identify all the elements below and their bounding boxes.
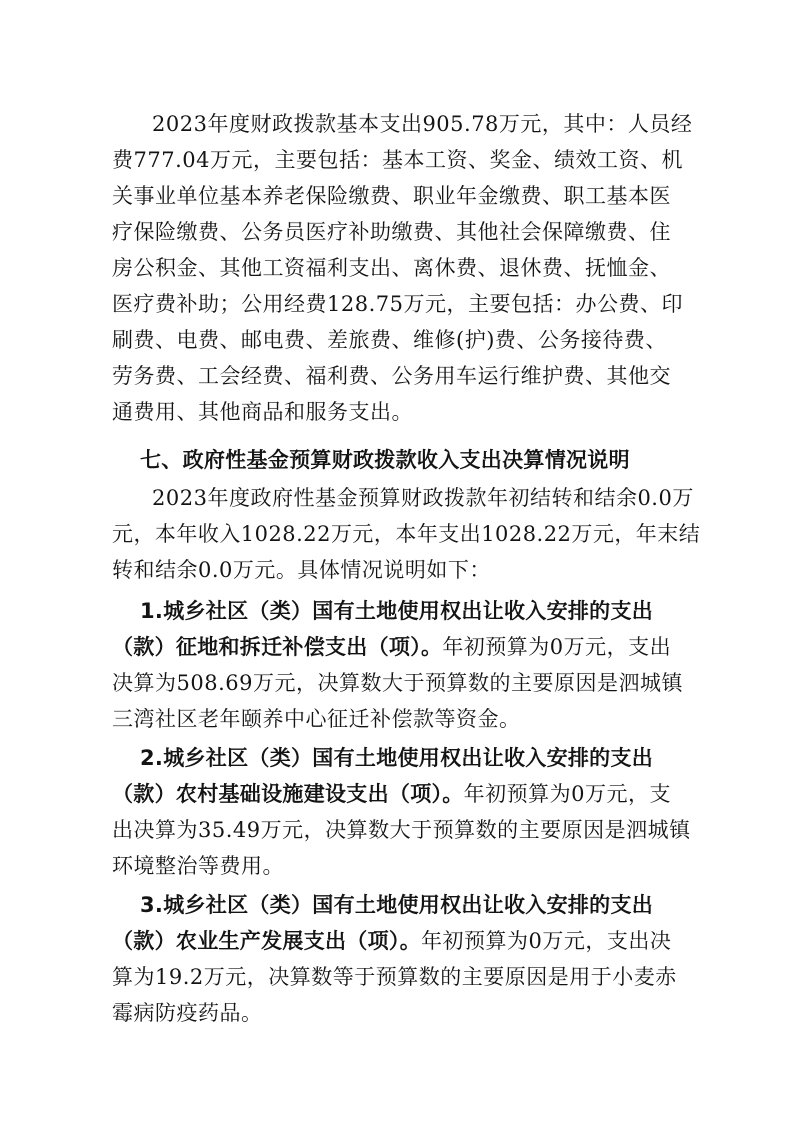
item-title: 3.城乡社区（类）国有土地使用权出让收入安排的支出 (140, 893, 654, 917)
section-heading: 七、政府性基金预算财政拨款收入支出决算情况说明 (140, 448, 630, 472)
item-text: 年初预算为0万元，支出 (442, 635, 672, 659)
item-text: 年初预算为0万元，支出决 (421, 929, 672, 953)
item-body-line: 决算为508.69万元，决算数大于预算数的主要原因是泗城镇 (112, 671, 683, 695)
item-body-line: 霉病防疫药品。 (112, 1001, 263, 1025)
paragraph-line: 费777.04万元，主要包括：基本工资、奖金、绩效工资、机 (112, 148, 683, 172)
paragraph-line: 医疗费补助；公用经费128.75万元，主要包括：办公费、印 (112, 292, 683, 316)
item-title-bold: （款）农业生产发展支出（项）。 (112, 929, 421, 953)
item-body-line: 三湾社区老年颐养中心征迁补偿款等资金。 (112, 707, 521, 731)
paragraph-line: 疗保险缴费、公务员医疗补助缴费、其他社会保障缴费、住 (112, 220, 671, 244)
item-title-line (112, 780, 671, 808)
item-body-line: 算为19.2万元，决算数等于预算数的主要原因是用于小麦赤 (112, 965, 677, 989)
item-body-line: 出决算为35.49万元，决算数大于预算数的主要原因是泗城镇 (112, 818, 691, 842)
paragraph-line: 关事业单位基本养老保险缴费、职业年金缴费、职工基本医 (112, 184, 671, 208)
paragraph-line: 元，本年收入1028.22万元，本年支出1028.22万元，年末结 (112, 522, 701, 546)
paragraph-line: 2023年度财政拨款基本支出905.78万元，其中：人员经 (152, 112, 693, 136)
paragraph-line: 2023年度政府性基金预算财政拨款年初结转和结余0.0万 (152, 486, 694, 510)
item-body-line: 环境整治等费用。 (112, 854, 284, 878)
item-title: 1.城乡社区（类）国有土地使用权出让收入安排的支出 (140, 599, 654, 623)
item-title: 2.城乡社区（类）国有土地使用权出让收入安排的支出 (140, 746, 654, 770)
paragraph-line: 劳务费、工会经费、福利费、公务用车运行维护费、其他交 (112, 364, 671, 388)
item-title-bold: （款）农村基础设施建设支出（项）。 (112, 782, 464, 806)
item-text: 年初预算为0万元，支 (463, 782, 671, 806)
item-title-line (112, 927, 671, 955)
paragraph-line: 通费用、其他商品和服务支出。 (112, 400, 413, 424)
paragraph-line: 转和结余0.0万元。具体情况说明如下： (112, 558, 491, 582)
item-title-bold: （款）征地和拆迁补偿支出（项）。 (112, 635, 443, 659)
paragraph-line: 房公积金、其他工资福利支出、离休费、退休费、抚恤金、 (112, 256, 671, 280)
item-title-line (112, 633, 671, 661)
paragraph-line: 刷费、电费、邮电费、差旅费、维修(护)费、公务接待费、 (112, 328, 667, 352)
